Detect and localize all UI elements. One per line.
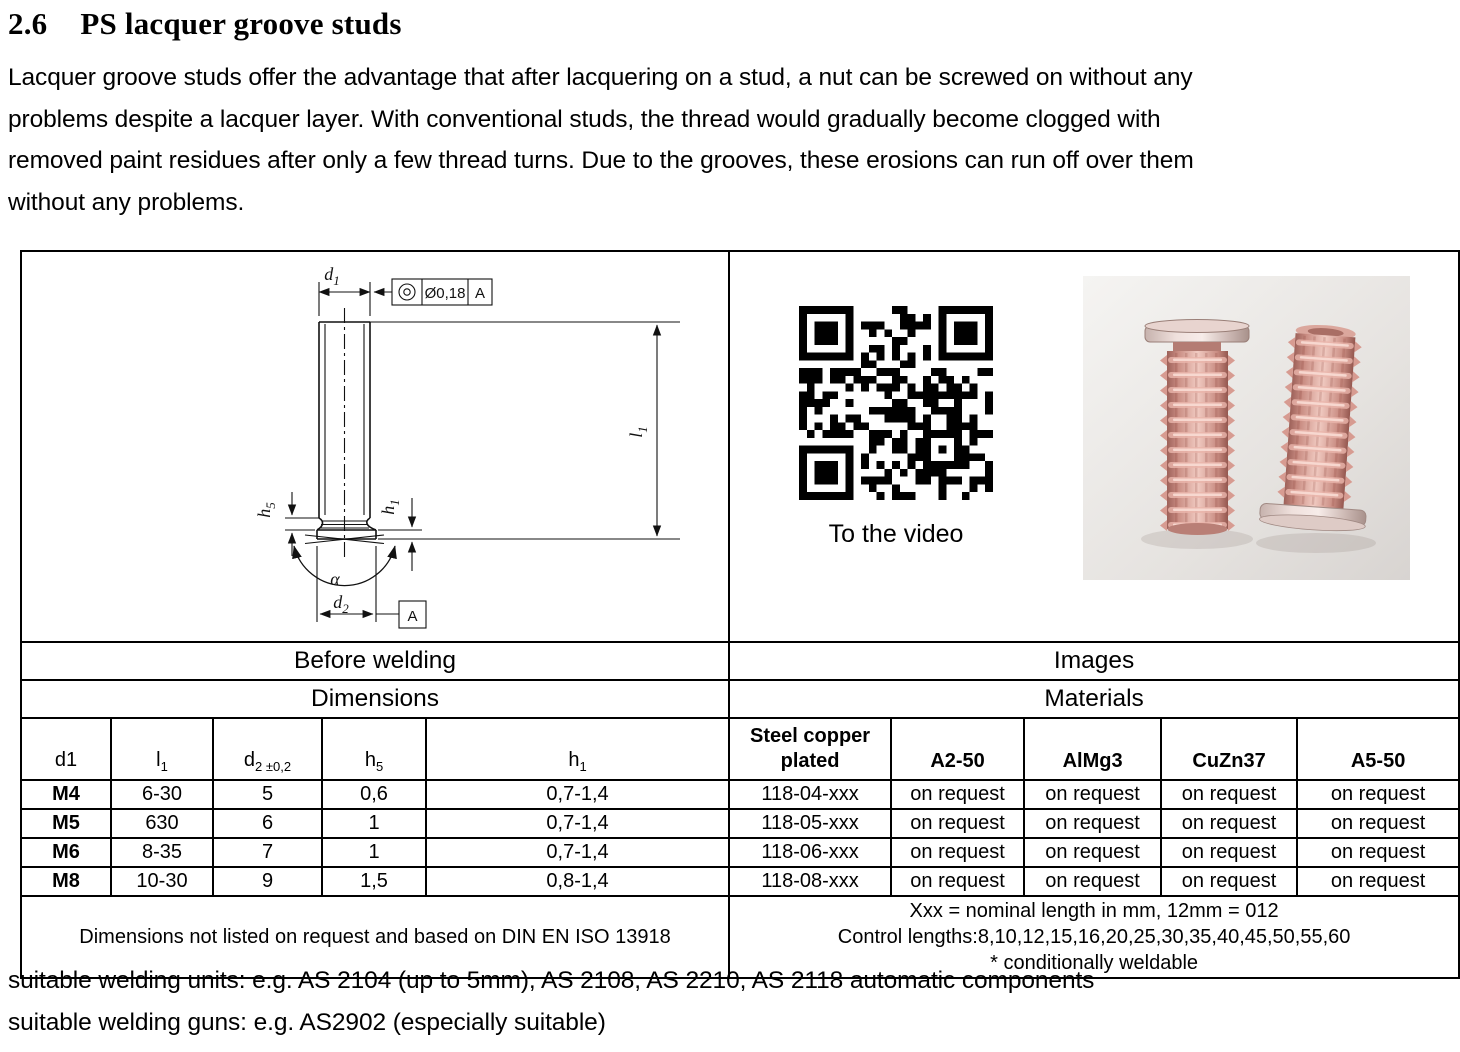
header-base: h xyxy=(568,749,580,771)
table-cell: 5 xyxy=(213,780,322,809)
section-title: PS lacquer groove studs xyxy=(80,6,402,41)
table-cell: 0,7-1,4 xyxy=(426,780,729,809)
header-base: d xyxy=(243,749,256,771)
table-cell: 118-04-xxx xyxy=(729,780,891,809)
table-cell: on request xyxy=(1024,838,1161,867)
stud-technical-drawing xyxy=(22,252,726,638)
dim-label-l1: $l_1$ xyxy=(626,426,650,438)
subsection-header-dimensions: Dimensions xyxy=(21,680,729,718)
section-number: 2.6 xyxy=(8,6,48,41)
table-cell: on request xyxy=(1297,780,1459,809)
table-cell: 9 xyxy=(213,867,322,896)
row-label: M4 xyxy=(21,780,111,809)
table-cell: 1 xyxy=(322,809,426,838)
datum-box-letter: A xyxy=(407,608,418,625)
intro-paragraph xyxy=(8,57,1428,223)
dim-label-d2: $d_2$ xyxy=(333,592,349,616)
note-dimensions: Dimensions not listed on request and based on DIN EN ISO 13918 xyxy=(21,896,729,978)
images-cell-inner xyxy=(730,252,1458,638)
col-header-a2-50: A2-50 xyxy=(891,718,1024,780)
subsection-header-materials: Materials xyxy=(729,680,1459,718)
table-cell: 0,7-1,4 xyxy=(426,809,729,838)
dim-label-alpha: α xyxy=(330,569,340,589)
section-header-images: Images xyxy=(729,642,1459,680)
dim-label-d1: $d_1$ xyxy=(324,264,340,288)
table-cell: 1,5 xyxy=(322,867,426,896)
table-cell: 118-06-xxx xyxy=(729,838,891,867)
col-header-almg3: AlMg3 xyxy=(1024,718,1161,780)
table-cell: 8-35 xyxy=(111,838,213,867)
intro-line: Lacquer groove studs offer the advantage that after lacquering on a stud, a nut can be screwed on without any xyxy=(8,64,1193,91)
table-cell: on request xyxy=(1161,780,1297,809)
table-cell: 7 xyxy=(213,838,322,867)
col-header-h5 xyxy=(322,718,426,780)
row-label: M8 xyxy=(21,867,111,896)
concentricity-icon xyxy=(399,284,415,300)
intro-line: problems despite a lacquer layer. With conventional studs, the thread would gradually become clogged with xyxy=(8,105,1161,133)
dim-label-h1: $h_1$ xyxy=(378,499,402,515)
table-cell: 118-08-xxx xyxy=(729,867,891,896)
col-header-steel-copper-plated: Steel copper plated xyxy=(729,718,891,780)
spec-table xyxy=(20,250,1460,979)
table-cell: 1 xyxy=(322,838,426,867)
table-cell: on request xyxy=(1024,809,1161,838)
table-cell: on request xyxy=(891,780,1024,809)
intro-line: removed paint residues after only a few thread turns. Due to the grooves, these erosions can run off over them xyxy=(8,147,1194,174)
tolerance-value: Ø0,18 xyxy=(424,285,466,302)
qr-code xyxy=(799,306,993,500)
table-cell: on request xyxy=(1297,838,1459,867)
qr-block xyxy=(766,306,1026,549)
col-header-l1 xyxy=(111,718,213,780)
studs-photo xyxy=(1083,276,1410,580)
table-cell: 0,7-1,4 xyxy=(426,838,729,867)
datum-letter: A xyxy=(474,285,486,302)
table-cell: 10-30 xyxy=(111,867,213,896)
technical-drawing-cell xyxy=(21,251,729,642)
table-cell: 0,6 xyxy=(322,780,426,809)
row-label: M5 xyxy=(21,809,111,838)
col-header-cuzn37: CuZn37 xyxy=(1161,718,1297,780)
table-cell: on request xyxy=(891,867,1024,896)
note-line: * conditionally weldable xyxy=(990,952,1199,974)
table-cell: on request xyxy=(891,838,1024,867)
table-cell: 630 xyxy=(111,809,213,838)
table-cell: on request xyxy=(1024,867,1161,896)
table-cell: on request xyxy=(1297,809,1459,838)
header-base: h xyxy=(364,749,376,771)
header-base: d1 xyxy=(54,749,78,771)
qr-caption: To the video xyxy=(828,520,964,548)
col-header-h1 xyxy=(426,718,729,780)
col-header-a5-50: A5-50 xyxy=(1297,718,1459,780)
table-cell: on request xyxy=(1161,867,1297,896)
table-cell: 0,8-1,4 xyxy=(426,867,729,896)
table-cell: on request xyxy=(1161,809,1297,838)
col-header-d2 xyxy=(213,718,322,780)
table-cell: on request xyxy=(1024,780,1161,809)
table-cell: 118-05-xxx xyxy=(729,809,891,838)
table-cell: 6 xyxy=(213,809,322,838)
note-line: Xxx = nominal length in mm, 12mm = 012 xyxy=(909,900,1279,922)
intro-line: without any problems. xyxy=(8,188,245,216)
note-line: Control lengths:8,10,12,15,16,20,25,30,35,40,45,50,55,60 xyxy=(837,926,1351,948)
row-label: M6 xyxy=(21,838,111,867)
images-cell xyxy=(729,251,1459,642)
footer-line-guns: suitable welding guns: e.g. AS2902 (especially suitable) xyxy=(8,1009,606,1036)
header-sub: 2 ±0,2 xyxy=(255,759,292,774)
header-sub: 5 xyxy=(375,759,384,774)
page-title xyxy=(8,6,402,42)
table-cell: on request xyxy=(1297,867,1459,896)
footer-notes xyxy=(8,960,1094,1044)
dim-label-h5: $h_5$ xyxy=(254,502,278,518)
section-header-before-welding: Before welding xyxy=(21,642,729,680)
table-cell: on request xyxy=(1161,838,1297,867)
header-sub: 1 xyxy=(160,759,168,774)
table-cell: on request xyxy=(891,809,1024,838)
footer-line-units: suitable welding units: e.g. AS 2104 (up to 5mm), AS 2108, AS 2210, AS 2118 automatic components xyxy=(8,967,1095,994)
header-sub: 1 xyxy=(579,759,587,774)
table-cell: 6-30 xyxy=(111,780,213,809)
col-header-d1 xyxy=(21,718,111,780)
header-base: l xyxy=(156,749,161,771)
